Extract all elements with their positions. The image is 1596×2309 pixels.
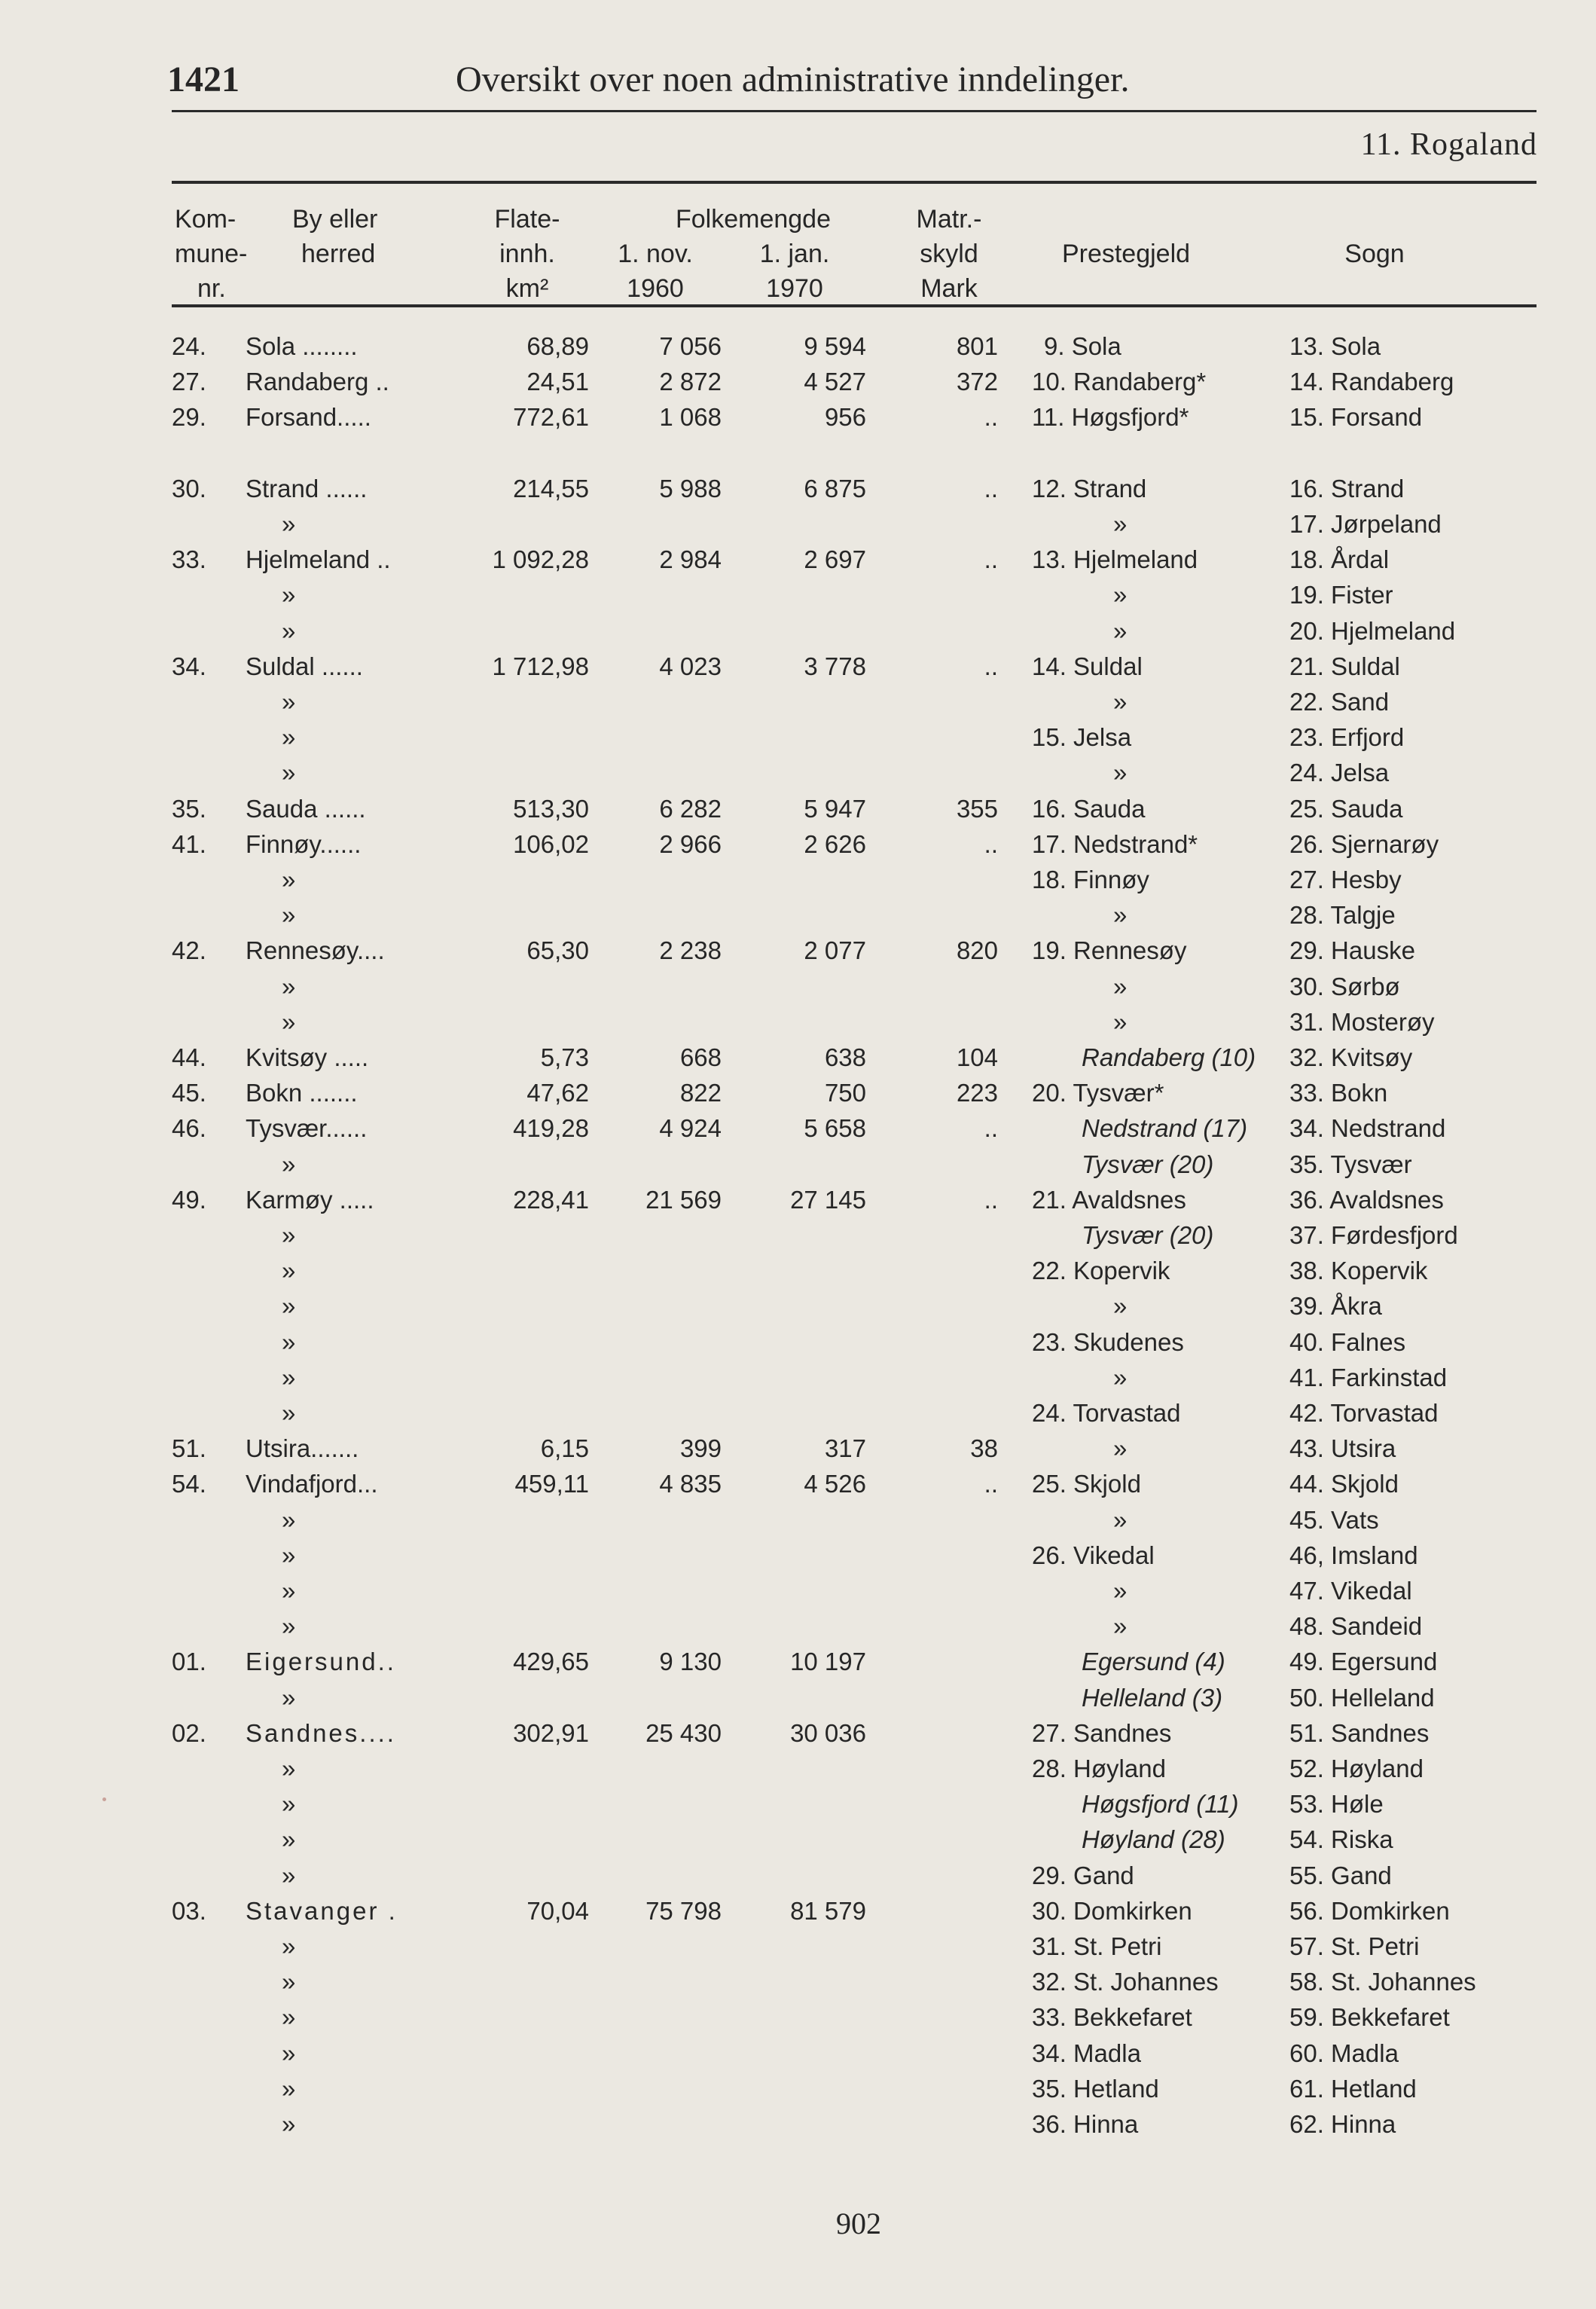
population-1970: 30 036 [790, 1718, 866, 1747]
prestegjeld: 29. Gand [1032, 1861, 1134, 1889]
area-km2: 228,41 [513, 1185, 589, 1214]
sogn: 43. Utsira [1289, 1434, 1396, 1463]
col-prestegjeld: Prestegjeld [1061, 240, 1191, 268]
sogn: 29. Hauske [1289, 936, 1415, 965]
area-km2: 5,73 [540, 1043, 589, 1071]
header-top-rule [172, 181, 1536, 184]
kommune-nr: 44. [172, 1043, 206, 1071]
municipality-name: Tysvær...... [246, 1114, 368, 1143]
sogn: 40. Falnes [1289, 1327, 1406, 1356]
kommune-nr: 54. [172, 1470, 206, 1498]
kommune-nr: 46. [172, 1114, 206, 1143]
municipality-name: Stavanger . [246, 1896, 398, 1925]
municipality-name: » [282, 901, 296, 930]
municipality-name: Utsira....... [246, 1434, 359, 1463]
area-km2: 6,15 [540, 1434, 589, 1463]
prestegjeld: Tysvær (20) [1082, 1150, 1214, 1178]
population-1960: 75 798 [645, 1896, 722, 1925]
sogn: 57. St. Petri [1289, 1932, 1420, 1960]
municipality-name: Kvitsøy ..... [246, 1043, 369, 1071]
matrikkel-skyld: .. [984, 545, 998, 574]
matrikkel-skyld: .. [984, 829, 998, 858]
municipality-name: » [282, 2074, 296, 2103]
sogn: 38. Kopervik [1289, 1257, 1428, 1285]
page-title: Oversikt over noen administrative inndelinger. [456, 60, 1130, 99]
prestegjeld: » [1113, 901, 1128, 930]
matrikkel-skyld: .. [984, 652, 998, 680]
municipality-name: » [282, 1612, 296, 1641]
sogn: 35. Tysvær [1289, 1150, 1412, 1178]
municipality-name: Forsand..... [246, 403, 371, 432]
municipality-name: » [282, 2110, 296, 2138]
col-sogn: Sogn [1344, 240, 1405, 268]
sogn: 48. Sandeid [1289, 1612, 1423, 1641]
sogn: 22. Sand [1289, 688, 1390, 716]
population-1970: 9 594 [804, 332, 866, 360]
area-km2: 459,11 [514, 1470, 589, 1498]
population-1970: 81 579 [790, 1896, 866, 1925]
prestegjeld: 31. St. Petri [1032, 1932, 1162, 1960]
sogn: 13. Sola [1289, 332, 1381, 360]
population-1960: 668 [679, 1043, 722, 1071]
sogn: 33. Bokn [1289, 1079, 1388, 1107]
sogn: 45. Vats [1289, 1505, 1379, 1534]
sogn: 37. Førdesfjord [1289, 1221, 1458, 1249]
kommune-nr: 29. [172, 403, 206, 432]
prestegjeld: Høgsfjord (11) [1082, 1790, 1239, 1819]
prestegjeld: » [1113, 1577, 1128, 1605]
municipality-name: Hjelmeland .. [246, 545, 391, 574]
population-1970: 956 [824, 403, 866, 432]
prestegjeld: 35. Hetland [1032, 2074, 1159, 2103]
sogn: 24. Jelsa [1289, 759, 1390, 787]
population-1960: 9 130 [659, 1648, 722, 1676]
area-km2: 772,61 [513, 403, 589, 432]
sogn: 26. Sjernarøy [1289, 829, 1439, 858]
sogn: 28. Talgje [1289, 901, 1396, 930]
municipality-name: » [282, 1007, 296, 1036]
population-1960: 4 835 [659, 1470, 722, 1498]
prestegjeld: » [1113, 1292, 1128, 1321]
population-1960: 822 [679, 1079, 722, 1107]
municipality-name: » [282, 972, 296, 1000]
prestegjeld: 11. Høgsfjord* [1032, 403, 1189, 432]
sogn: 54. Riska [1289, 1825, 1393, 1854]
prestegjeld: 16. Sauda [1032, 794, 1146, 823]
sogn: 18. Årdal [1289, 545, 1390, 574]
area-km2: 214,55 [513, 474, 589, 502]
municipality-name: Strand ...... [246, 474, 368, 502]
prestegjeld: Egersund (4) [1082, 1648, 1225, 1676]
municipality-name: » [282, 1505, 296, 1534]
municipality-name: Karmøy ..... [246, 1185, 374, 1214]
population-1970: 5 658 [804, 1114, 866, 1143]
area-km2: 513,30 [513, 794, 589, 823]
matrikkel-skyld: .. [984, 1114, 998, 1143]
population-1970: 4 527 [804, 368, 866, 396]
municipality-name: » [282, 1683, 296, 1712]
population-1960: 5 988 [659, 474, 722, 502]
municipality-name: » [282, 2003, 296, 2032]
population-1970: 5 947 [804, 794, 866, 823]
population-1960: 2 238 [659, 936, 722, 965]
kommune-nr: 02. [172, 1718, 206, 1747]
population-1970: 27 145 [790, 1185, 866, 1214]
page-number: 1421 [167, 60, 240, 99]
municipality-name: » [282, 1968, 296, 1996]
prestegjeld: 23. Skudenes [1032, 1327, 1184, 1356]
area-km2: 70,04 [526, 1896, 589, 1925]
col-kommune-nr: Kom- mune- nr. [175, 205, 248, 303]
footer-number: 902 [836, 2207, 881, 2240]
kommune-nr: 33. [172, 545, 206, 574]
prestegjeld: 12. Strand [1032, 474, 1147, 502]
sogn: 53. Høle [1289, 1790, 1384, 1819]
sogn: 31. Mosterøy [1289, 1007, 1435, 1036]
prestegjeld: 27. Sandnes [1032, 1718, 1172, 1747]
sogn: 16. Strand [1289, 474, 1405, 502]
matrikkel-skyld: 223 [956, 1079, 998, 1107]
county-heading: 11. Rogaland [1360, 127, 1537, 162]
matrikkel-skyld: 820 [956, 936, 998, 965]
population-1960: 25 430 [645, 1718, 722, 1747]
population-1970: 2 697 [804, 545, 866, 574]
area-km2: 1 092,28 [492, 545, 589, 574]
sogn: 25. Sauda [1289, 794, 1403, 823]
sogn: 30. Sørbø [1289, 972, 1400, 1000]
prestegjeld: 14. Suldal [1032, 652, 1143, 680]
prestegjeld: 25. Skjold [1032, 1470, 1141, 1498]
prestegjeld: 9. Sola [1044, 332, 1121, 360]
municipality-name: » [282, 581, 296, 609]
prestegjeld: Tysvær (20) [1082, 1221, 1214, 1249]
sogn: 36. Avaldsnes [1289, 1185, 1444, 1214]
kommune-nr: 27. [172, 368, 206, 396]
population-1960: 4 023 [659, 652, 722, 680]
municipality-name: » [282, 866, 296, 893]
municipality-name: Suldal ...... [246, 652, 363, 680]
kommune-nr: 34. [172, 652, 206, 680]
prestegjeld: » [1113, 581, 1128, 609]
col-folkemengde: Folkemengde [675, 205, 831, 234]
prestegjeld: » [1113, 1434, 1128, 1463]
population-1970: 4 526 [804, 1470, 866, 1498]
sogn: 15. Forsand [1289, 403, 1423, 432]
prestegjeld: 15. Jelsa [1032, 723, 1132, 752]
kommune-nr: 35. [172, 794, 206, 823]
kommune-nr: 03. [172, 1896, 206, 1925]
prestegjeld: » [1113, 1505, 1128, 1534]
population-1970: 6 875 [804, 474, 866, 502]
area-km2: 429,65 [513, 1648, 589, 1676]
kommune-nr: 41. [172, 829, 206, 858]
sogn: 52. Høyland [1289, 1755, 1424, 1782]
kommune-nr: 42. [172, 936, 206, 965]
paper-spot [102, 1797, 106, 1801]
matrikkel-skyld: 38 [970, 1434, 998, 1463]
area-km2: 106,02 [513, 829, 589, 858]
sogn: 14. Randaberg [1289, 368, 1454, 396]
municipality-name: Vindafjord... [246, 1470, 378, 1498]
population-1960: 2 872 [659, 368, 722, 396]
population-1960: 21 569 [645, 1185, 722, 1214]
prestegjeld: 30. Domkirken [1032, 1896, 1192, 1925]
sogn: 34. Nedstrand [1289, 1114, 1446, 1143]
prestegjeld: » [1113, 972, 1128, 1000]
sogn: 58. St. Johannes [1289, 1968, 1476, 1996]
col-flate: Flate- innh. km² [494, 205, 560, 303]
matrikkel-skyld: .. [984, 1185, 998, 1214]
sogn: 61. Hetland [1289, 2074, 1417, 2103]
sogn: 51. Sandnes [1289, 1718, 1430, 1747]
municipality-name: » [282, 1327, 296, 1356]
prestegjeld: » [1113, 510, 1128, 538]
sogn: 44. Skjold [1289, 1470, 1399, 1498]
prestegjeld: » [1113, 1363, 1128, 1391]
prestegjeld: 20. Tysvær* [1032, 1079, 1164, 1107]
area-km2: 47,62 [526, 1079, 589, 1107]
municipality-name: Rennesøy.... [246, 936, 385, 965]
prestegjeld: 17. Nedstrand* [1032, 829, 1198, 858]
prestegjeld: » [1113, 1007, 1128, 1036]
population-1970: 2 077 [804, 936, 866, 965]
kommune-nr: 51. [172, 1434, 206, 1463]
population-1970: 2 626 [804, 829, 866, 858]
municipality-name: Sandnes.... [246, 1718, 396, 1747]
area-km2: 68,89 [526, 332, 589, 360]
municipality-name: » [282, 1221, 296, 1249]
municipality-name: Bokn ....... [246, 1079, 358, 1107]
population-1960: 1 068 [659, 403, 722, 432]
kommune-nr: 45. [172, 1079, 206, 1107]
municipality-name: » [282, 1932, 296, 1960]
sogn: 21. Suldal [1289, 652, 1400, 680]
municipality-name: » [282, 1257, 296, 1285]
sogn: 47. Vikedal [1289, 1577, 1412, 1605]
sogn: 50. Helleland [1289, 1683, 1435, 1712]
population-1970: 750 [824, 1079, 866, 1107]
municipality-name: Randaberg .. [246, 368, 389, 396]
kommune-nr: 30. [172, 474, 206, 502]
header-bottom-rule [172, 304, 1536, 307]
population-1960: 6 282 [659, 794, 722, 823]
sogn: 60. Madla [1289, 2039, 1399, 2067]
col-jan-1970: 1. jan. 1970 [759, 240, 830, 303]
prestegjeld: » [1113, 616, 1128, 645]
prestegjeld: 33. Bekkefaret [1032, 2003, 1192, 2032]
municipality-name: » [282, 2039, 296, 2067]
col-by-herred: By eller herred [292, 205, 378, 268]
population-1960: 4 924 [659, 1114, 722, 1143]
prestegjeld: Helleland (3) [1082, 1683, 1223, 1712]
prestegjeld: 18. Finnøy [1032, 866, 1149, 893]
kommune-nr: 49. [172, 1185, 206, 1214]
municipality-name: » [282, 510, 296, 538]
prestegjeld: 24. Torvastad [1032, 1399, 1181, 1427]
prestegjeld: 13. Hjelmeland [1032, 545, 1198, 574]
col-nov-1960: 1. nov. 1960 [618, 240, 693, 303]
sogn: 20. Hjelmeland [1289, 616, 1456, 645]
area-km2: 65,30 [526, 936, 589, 965]
municipality-name: » [282, 1755, 296, 1782]
area-km2: 419,28 [513, 1114, 589, 1143]
matrikkel-skyld: 355 [956, 794, 998, 823]
sogn: 62. Hinna [1289, 2110, 1396, 2138]
prestegjeld: 32. St. Johannes [1032, 1968, 1219, 1996]
population-1970: 10 197 [790, 1648, 866, 1676]
prestegjeld: » [1113, 759, 1128, 787]
sogn: 42. Torvastad [1289, 1399, 1439, 1427]
matrikkel-skyld: 372 [956, 368, 998, 396]
matrikkel-skyld: 104 [956, 1043, 998, 1071]
matrikkel-skyld: .. [984, 1470, 998, 1498]
municipality-name: » [282, 1363, 296, 1391]
municipality-name: Sola ........ [246, 332, 358, 360]
sogn: 59. Bekkefaret [1289, 2003, 1450, 2032]
kommune-nr: 01. [172, 1648, 206, 1676]
prestegjeld: 21. Avaldsnes [1032, 1185, 1186, 1214]
prestegjeld: Nedstrand (17) [1082, 1114, 1248, 1143]
prestegjeld: 10. Randaberg* [1032, 368, 1207, 396]
prestegjeld: » [1113, 688, 1128, 716]
sogn: 55. Gand [1289, 1861, 1392, 1889]
sogn: 56. Domkirken [1289, 1896, 1450, 1925]
sogn: 32. Kvitsøy [1289, 1043, 1413, 1071]
sogn: 41. Farkinstad [1289, 1363, 1448, 1391]
col-matrikkel: Matr.- skyld Mark [916, 205, 982, 303]
area-km2: 1 712,98 [492, 652, 589, 680]
municipality-name: » [282, 1861, 296, 1889]
municipality-name: » [282, 1150, 296, 1178]
matrikkel-skyld: 801 [956, 332, 998, 360]
prestegjeld: 28. Høyland [1032, 1755, 1166, 1782]
sogn: 19. Fister [1289, 581, 1393, 609]
sogn: 17. Jørpeland [1289, 510, 1442, 538]
sogn: 27. Hesby [1289, 866, 1402, 893]
area-km2: 24,51 [526, 368, 589, 396]
matrikkel-skyld: .. [984, 474, 998, 502]
population-1960: 2 984 [659, 545, 722, 574]
municipality-name: » [282, 1825, 296, 1854]
municipality-name: » [282, 1399, 296, 1427]
prestegjeld: » [1113, 1612, 1128, 1641]
population-1970: 3 778 [804, 652, 866, 680]
municipality-name: » [282, 759, 296, 787]
prestegjeld: Randaberg (10) [1082, 1043, 1256, 1071]
municipality-name: Eigersund.. [246, 1648, 396, 1676]
population-1970: 638 [824, 1043, 866, 1071]
municipality-name: » [282, 688, 296, 716]
title-rule [172, 110, 1536, 112]
population-1960: 399 [679, 1434, 722, 1463]
sogn: 39. Åkra [1289, 1292, 1382, 1321]
matrikkel-skyld: .. [984, 403, 998, 432]
municipality-name: Finnøy...... [246, 829, 362, 858]
area-km2: 302,91 [513, 1718, 589, 1747]
municipality-name: » [282, 723, 296, 752]
municipality-name: » [282, 1541, 296, 1569]
municipality-name: » [282, 1790, 296, 1819]
municipality-name: » [282, 616, 296, 645]
prestegjeld: 34. Madla [1032, 2039, 1141, 2067]
population-1970: 317 [824, 1434, 866, 1463]
prestegjeld: 36. Hinna [1032, 2110, 1139, 2138]
prestegjeld: 22. Kopervik [1032, 1257, 1170, 1285]
sogn: 49. Egersund [1289, 1648, 1438, 1676]
municipality-name: Sauda ...... [246, 794, 366, 823]
municipality-name: » [282, 1292, 296, 1321]
prestegjeld: 19. Rennesøy [1032, 936, 1187, 965]
municipality-name: » [282, 1577, 296, 1605]
kommune-nr: 24. [172, 332, 206, 360]
sogn: 46, Imsland [1289, 1541, 1418, 1569]
population-1960: 2 966 [659, 829, 722, 858]
prestegjeld: 26. Vikedal [1032, 1541, 1155, 1569]
prestegjeld: Høyland (28) [1082, 1825, 1225, 1854]
population-1960: 7 056 [659, 332, 722, 360]
sogn: 23. Erfjord [1289, 723, 1405, 752]
